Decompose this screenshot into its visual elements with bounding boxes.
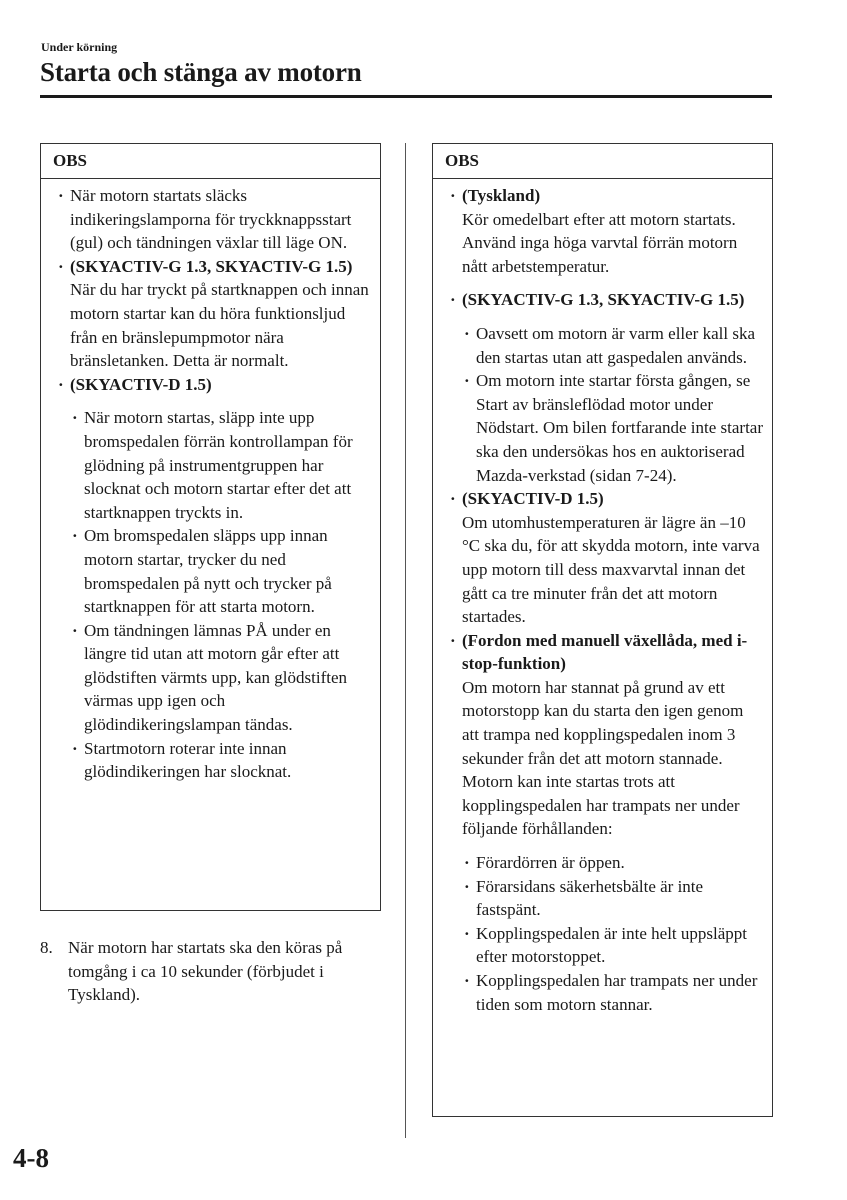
sub-bullet-item: · Om motorn inte startar första gången, se Start av bränsleflödad motor under Nödstart. Om bilen fortfarande inte startar ska den undersökas hos en auktoriserad Mazda-verkstad (sidan 7-24). (464, 369, 764, 487)
sub-bullet-item: · Förarsidans säkerhetsbälte är inte fastspänt. (464, 875, 764, 922)
bullet-item (449, 184, 764, 278)
bullet-heading: · (SKYACTIV-D 1.5) (462, 489, 604, 509)
note-box-left (40, 143, 381, 911)
sub-bullet-item: · Oavsett om motorn är varm eller kall ska den startas utan att gaspedalen används. (464, 322, 764, 369)
bullet-text: Motorn kan inte startas trots att kopplingspedalen har trampats ner under följande förhållanden: (462, 772, 740, 839)
sub-bullet-item: · Startmotorn roterar inte innan glödindikeringen har slocknat. (72, 737, 372, 784)
bullet-item (449, 288, 764, 312)
bullet-text: Om motorn har stannat på grund av ett motorstopp kan du starta den igen genom att trampa ned kopplingspedalen inom 3 sekunder från det att motorn stannade. (462, 677, 744, 768)
header-rule (40, 95, 772, 98)
bullet-item (449, 629, 764, 841)
sub-bullet-item: · Om bromspedalen släpps upp innan motorn startar, trycker du ned bromspedalen på nytt och trycker på startknappen för att starta motorn. (72, 524, 372, 618)
bullet-text: När du har tryckt på startknappen och innan motorn startar kan du höra funktionsljud från en bränslepumpmotor nära bränsletanken. Detta är normalt. (70, 280, 369, 371)
sub-bullet-item: · Förardörren är öppen. (464, 851, 764, 875)
bullet-heading: · (SKYACTIV-G 1.3, SKYACTIV-G 1.5) (462, 290, 745, 310)
bullet-text: Kör omedelbart efter att motorn startats. Använd inga höga varvtal förrän motorn nått arbetstemperatur. (462, 209, 738, 276)
sub-bullet-item: · När motorn startas, släpp inte upp bromspedalen förrän kontrollampan för glödning på instrumentgruppen har slocknat och motorn startar efter det att startknappen tryckts in. (72, 406, 372, 524)
step-item (40, 936, 380, 1007)
note-box-right (432, 143, 773, 1117)
bullet-heading: · (Tyskland) (462, 186, 541, 205)
note-body (41, 179, 380, 784)
step-text: När motorn har startats ska den köras på tomgång i ca 10 sekunder (förbjudet i Tyskland). (68, 938, 343, 1005)
sub-bullet-item: · Om tändningen lämnas PÅ under en längre tid utan att motorn går efter att glödstiften värmts upp, kan glödstiften värmas upp igen och glödindikeringslampan tändas. (72, 619, 372, 737)
page-number: 4-8 (13, 1143, 49, 1173)
bullet-item (57, 373, 372, 397)
section-label: Under körning (41, 40, 118, 54)
bullet-item (57, 255, 372, 373)
bullet-item (57, 184, 372, 255)
note-heading: OBS (433, 144, 772, 179)
step-number: 8. (40, 938, 53, 957)
bullet-heading: · (SKYACTIV-G 1.3, SKYACTIV-G 1.5) (70, 256, 353, 276)
bullet-item (449, 487, 764, 629)
sub-bullet-item: · Kopplingspedalen har trampats ner under tiden som motorn stannar. (464, 969, 764, 1016)
sub-bullet-item: · Kopplingspedalen är inte helt uppsläppt efter motorstoppet. (464, 922, 764, 969)
note-body (433, 179, 772, 1016)
bullet-heading: · (SKYACTIV-D 1.5) (70, 374, 212, 394)
bullet-text: Om utomhustemperaturen är lägre än –10 °C ska du, för att skydda motorn, inte varva upp motorn till dess maxvarvtal innan det gått ca tre minuter från det att motorn startades. (462, 512, 760, 627)
bullet-heading: · (Fordon med manuell växellåda, med i-stop-funktion) (462, 630, 748, 674)
bullet-text: När motorn startats släcks indikeringslamporna för tryckknappsstart (gul) och tändningen växlar till läge ON. (70, 186, 352, 253)
note-heading: OBS (41, 144, 380, 179)
page-title: Starta och stänga av motorn (40, 57, 362, 87)
column-divider (405, 143, 406, 1138)
